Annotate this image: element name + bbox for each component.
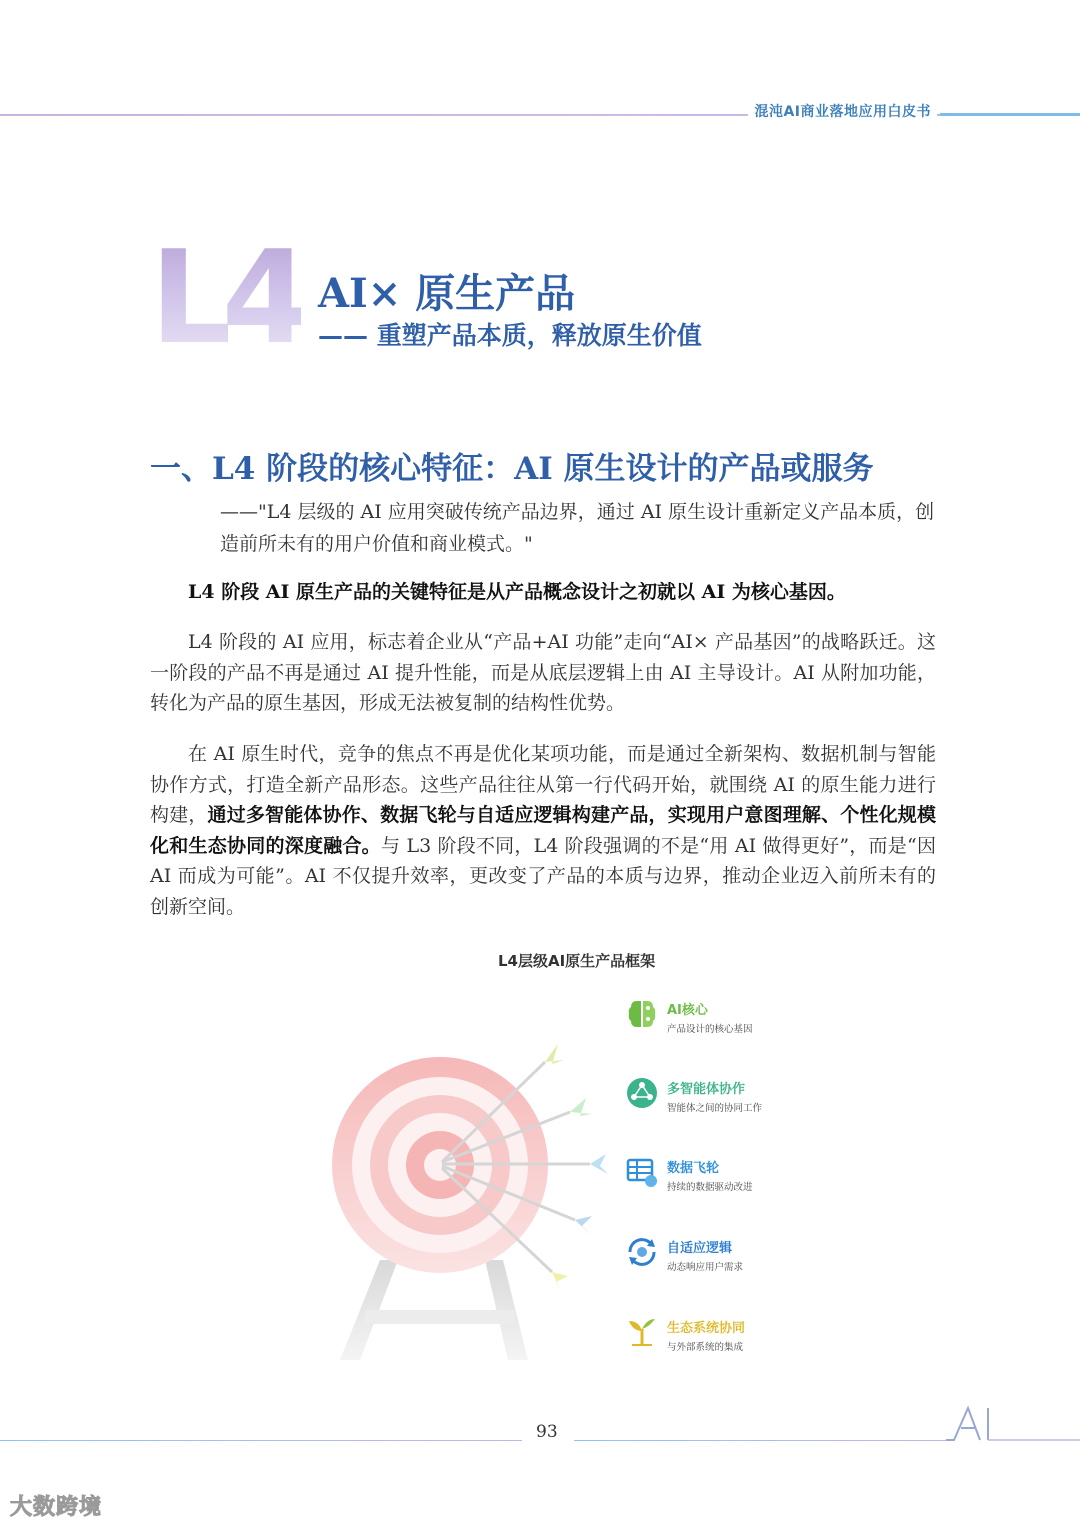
framework-item-desc: 动态响应用户需求	[667, 1262, 744, 1273]
footer-rule-left	[0, 1440, 522, 1441]
chapter-subtitle: —— 重塑产品本质，释放原生价值	[318, 321, 702, 350]
framework-item-desc: 与外部系统的集成	[667, 1342, 744, 1353]
para2-text-a: 在 AI 原生时代，竞争的焦点不再是优化某项功能，而是通过全新架构、数据机制与智能协作方式，打造全新产品形态。这些产品往往从第一行代码开始，就围绕 AI 的原生能力进行构建，	[150, 743, 936, 826]
sprout-icon	[625, 1315, 659, 1349]
arrow-fletchings	[545, 1044, 608, 1294]
framework-item-desc: 持续的数据驱动改进	[667, 1182, 753, 1193]
body-paragraph-2	[150, 739, 936, 922]
header-rule-accent	[940, 113, 1080, 116]
target-stand	[340, 1260, 528, 1360]
page-number: 93	[536, 1422, 558, 1442]
adaptive-gear-icon	[625, 1235, 659, 1269]
section-heading: 一、L4 阶段的核心特征：AI 原生设计的产品或服务	[150, 451, 874, 487]
network-icon	[625, 1076, 659, 1110]
running-header-title: 混沌AI商业落地应用白皮书	[748, 101, 937, 121]
framework-item-desc: 产品设计的核心基因	[667, 1024, 753, 1035]
para2-bold-text: 通过多智能体协作、数据飞轮与自适应逻辑构建产品，实现用户意图理解、个性化规模化和生态协同的深度融合。	[150, 804, 936, 857]
framework-item-ecosystem	[625, 1315, 885, 1371]
framework-item-label: 数据飞轮	[667, 1161, 720, 1176]
data-table-icon	[625, 1155, 659, 1189]
target-illustration	[330, 1040, 620, 1370]
framework-item-label: 生态系统协同	[667, 1321, 746, 1336]
key-sentence: L4 阶段 AI 原生产品的关键特征是从产品概念设计之初就以 AI 为核心基因。	[188, 581, 846, 603]
watermark: 大数跨境	[10, 1495, 103, 1520]
framework-item-desc: 智能体之间的协同工作	[667, 1103, 763, 1114]
chapter-title: AI× 原生产品	[318, 270, 576, 317]
framework-item-label: 多智能体协作	[667, 1082, 746, 1097]
section-quote: ——"L4 层级的 AI 应用突破传统产品边界，通过 AI 原生设计重新定义产品本质，创造前所未有的用户价值和商业模式。"	[220, 501, 935, 555]
chapter-badge: L4	[150, 224, 301, 373]
framework-item-data-flywheel	[625, 1155, 885, 1211]
framework-item-ai-core	[625, 997, 885, 1053]
framework-item-multi-agent	[625, 1076, 885, 1132]
para2-text-b: 与 L3 阶段不同，L4 阶段强调的不是“用 AI 做得更好”，而是“因 AI 而成为可能”。AI 不仅提升效率，更改变了产品的本质与边界，推动企业迈入前所未有的创新空间。	[150, 834, 936, 918]
ai-logo	[946, 1404, 1080, 1444]
figure-title: L4层级AI原生产品框架	[498, 952, 656, 970]
framework-item-adaptive-logic	[625, 1235, 885, 1291]
framework-item-label: 自适应逻辑	[667, 1241, 733, 1256]
footer-rule-right	[574, 1440, 954, 1441]
framework-item-label: AI核心	[667, 1003, 708, 1018]
body-paragraph-1: L4 阶段的 AI 应用，标志着企业从“产品+AI 功能”走向“AI× 产品基因”的战略跃迁。这一阶段的产品不再是通过 AI 提升性能，而是从底层逻辑上由 AI 主导设计。AI 从附加功能，转化为产品的原生基因，形成无法被复制的结构性优势。	[150, 631, 936, 714]
brain-icon	[625, 997, 659, 1031]
